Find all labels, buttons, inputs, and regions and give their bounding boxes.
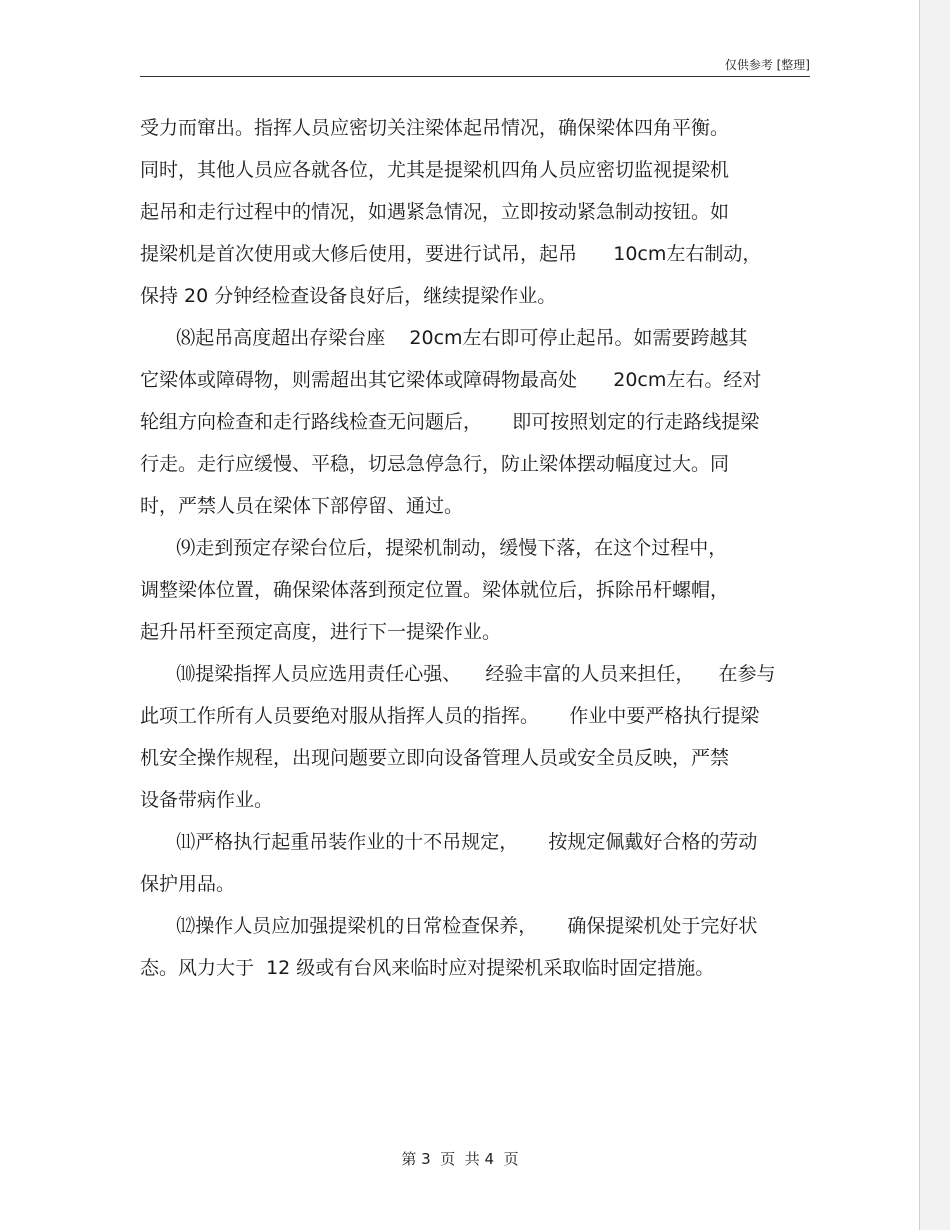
text-line: 时，严禁人员在梁体下部停留、通过。: [140, 495, 464, 517]
text-line: 轮组方向检查和走行路线检查无问题后， 即可按照划定的行走路线提梁: [140, 411, 760, 433]
text-line: ⑾严格执行起重吊装作业的十不吊规定， 按规定佩戴好合格的劳动: [140, 831, 758, 853]
text-line: 它梁体或障碍物，则需超出其它梁体或障碍物最高处 20cm左右。经对: [140, 369, 762, 391]
text-line: 机安全操作规程，出现问题要立即向设备管理人员或安全员反映，严禁: [140, 747, 730, 769]
text-line: 保护用品。: [140, 873, 236, 895]
text-line: 同时，其他人员应各就各位，尤其是提梁机四角人员应密切监视提梁机: [140, 159, 730, 181]
text-line: 设备带病作业。: [140, 789, 274, 811]
text-line: 保持 20 分钟经检查设备良好后，继续提梁作业。: [140, 285, 557, 307]
text-line: 调整梁体位置，确保梁体落到预定位置。梁体就位后，拆除吊杆螺帽，: [140, 579, 730, 601]
text-line: 起升吊杆至预定高度，进行下一提梁作业。: [140, 621, 502, 643]
text-line: 此项工作所有人员要绝对服从指挥人员的指挥。 作业中要严格执行提梁: [140, 705, 760, 727]
document-body: [140, 110, 810, 992]
text-line: 行走。走行应缓慢、平稳，切忌急停急行，防止梁体摆动幅度过大。同: [140, 453, 730, 475]
text-line: ⑿操作人员应加强提梁机的日常检查保养， 确保提梁机处于完好状: [140, 915, 758, 937]
text-line: 起吊和走行过程中的情况，如遇紧急情况，立即按动紧急制动按钮。如: [140, 201, 730, 223]
text-line: 受力而窜出。指挥人员应密切关注梁体起吊情况，确保梁体四角平衡。: [140, 117, 730, 139]
text-line: ⑼走到预定存梁台位后，提梁机制动，缓慢下落，在这个过程中，: [140, 537, 728, 559]
text-line: 提梁机是首次使用或大修后使用，要进行试吊，起吊 10cm左右制动，: [140, 243, 762, 265]
text-line: ⑻起吊高度超出存梁台座 20cm左右即可停止起吊。如需要跨越其: [140, 327, 748, 349]
page-header: 仅供参考 [整理]: [724, 58, 810, 72]
page-footer: 第 3 页 共 4 页: [401, 1150, 519, 1168]
text-line: ⑽提梁指挥人员应选用责任心强、 经验丰富的人员来担任， 在参与: [140, 663, 776, 685]
text-line: 态。风力大于 12 级或有台风来临时应对提梁机采取临时固定措施。: [140, 957, 715, 979]
header-divider: [140, 76, 810, 77]
